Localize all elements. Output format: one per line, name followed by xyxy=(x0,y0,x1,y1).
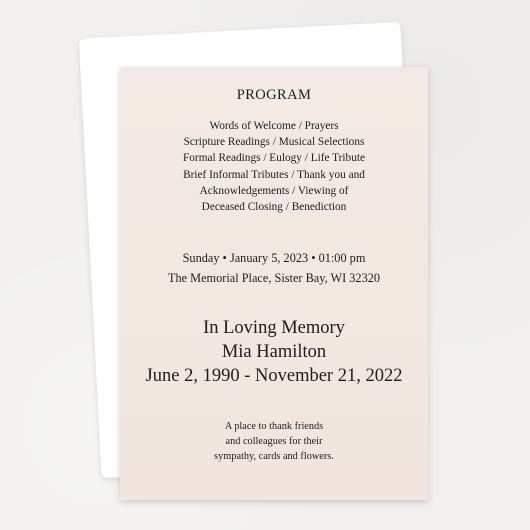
program-line: Acknowledgements / Viewing of xyxy=(199,184,349,197)
program-line: Deceased Closing / Benediction xyxy=(201,201,347,214)
thanks-line: A place to thank friends xyxy=(224,421,324,432)
program-list xyxy=(120,118,428,215)
event-location: The Memorial Place, Sister Bay, WI 32320 xyxy=(167,271,381,285)
thanks-line: sympathy, cards and flowers. xyxy=(214,451,334,462)
program-title: PROGRAM xyxy=(236,87,312,103)
memory-block xyxy=(120,316,428,388)
memorial-program-card xyxy=(120,67,428,500)
event-info xyxy=(120,248,428,288)
deceased-name: Mia Hamilton xyxy=(221,342,327,362)
event-datetime: Sunday • January 5, 2023 • 01:00 pm xyxy=(182,251,366,265)
program-line: Words of Welcome / Prayers xyxy=(209,120,339,132)
life-dates: June 2, 1990 - November 21, 2022 xyxy=(145,366,403,386)
thanks-message xyxy=(120,419,428,464)
program-line: Brief Informal Tributes / Thank you and xyxy=(183,168,365,181)
memory-heading: In Loving Memory xyxy=(203,318,345,338)
program-line: Scripture Readings / Musical Selections xyxy=(183,136,365,149)
program-line: Formal Readings / Eulogy / Life Tribute xyxy=(183,152,365,165)
thanks-line: and colleagues for their xyxy=(225,436,323,447)
